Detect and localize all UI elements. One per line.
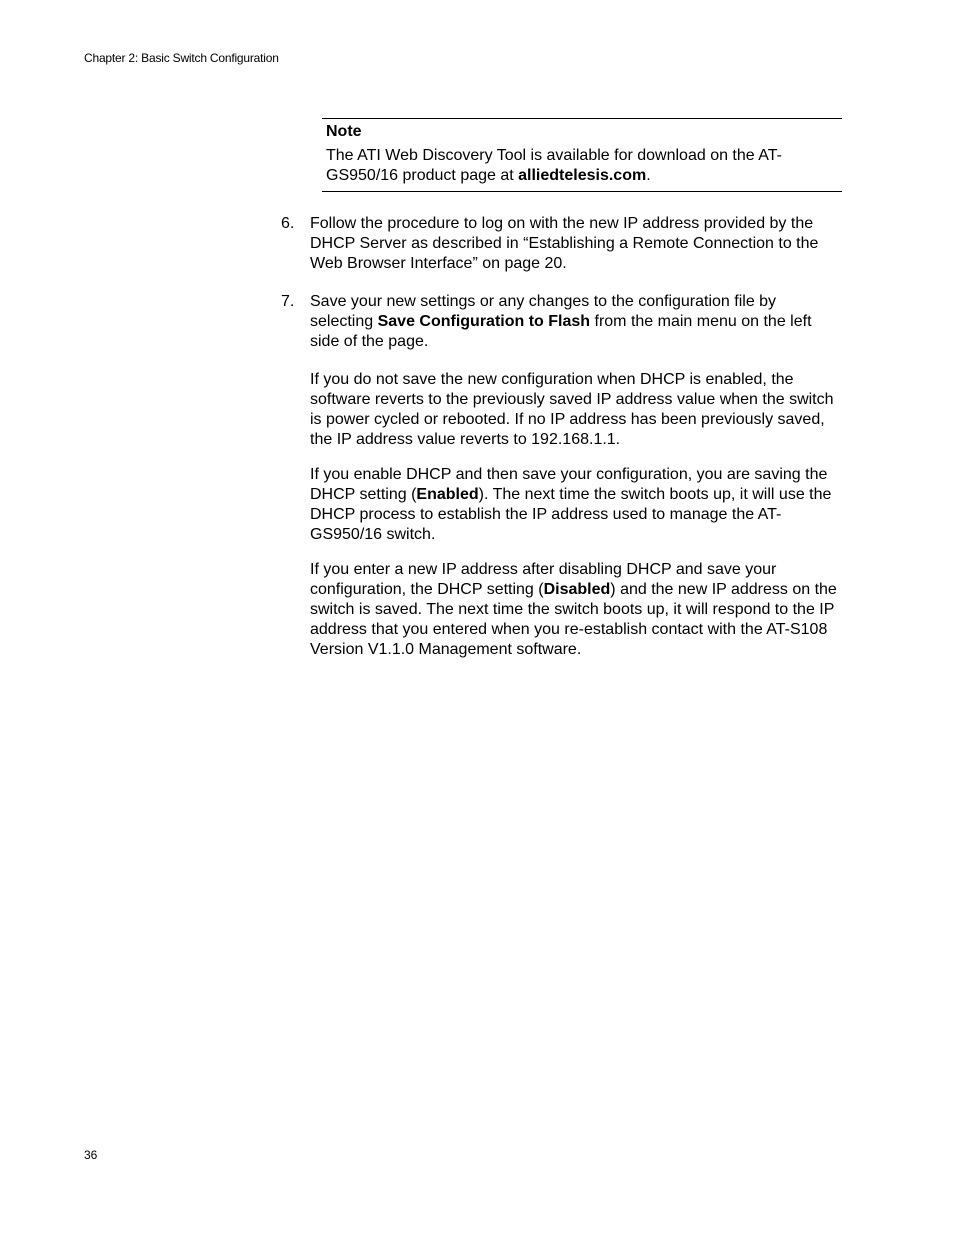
step-text-part: Save your new settings or any changes to the configuration file by selecting [310,293,777,330]
paragraph-text: If you enter a new IP address after disabling DHCP and save your configuration, the DHCP setting ( [310,561,777,598]
note-body [326,146,842,186]
note-title: Note [326,123,362,140]
step-number: 6. [281,215,295,232]
step-bold-menu-item: Save Configuration to Flash [377,313,591,330]
step-text [310,292,841,352]
paragraph-dhcp-disabled [310,560,841,660]
page-number: 36 [84,1148,98,1162]
step-7 [281,292,841,352]
paragraph-dhcp-enabled [310,465,841,545]
paragraph-bold: Disabled [543,581,611,598]
paragraph-bold: Enabled [416,486,479,503]
step-text-part: from the main menu on the left side of the page. [310,313,812,350]
running-header: Chapter 2: Basic Switch Configuration [84,51,279,65]
paragraph-text: If you enable DHCP and then save your configuration, you are saving the DHCP setting ( [310,466,828,503]
step-text: Follow the procedure to log on with the new IP address provided by the DHCP Server as described in “Establishing a Remote Connection to the Web Browser Interface” on page 20. [310,215,819,272]
note-box [322,118,842,192]
paragraph-text: ). The next time the switch boots up, it will use the DHCP process to establish the IP address used to manage the AT-GS950/16 switch. [310,486,832,543]
paragraph-text: ) and the new IP address on the switch is saved. The next time the switch boots up, it will respond to the IP address that you entered when you re-establish contact with the AT-S108 Version V1.1.0 Management software. [310,581,837,658]
note-text-end: . [646,167,651,184]
paragraph-not-saved: If you do not save the new configuration when DHCP is enabled, the software reverts to the previously saved IP address value when the switch is power cycled or rebooted. If no IP address has been previously saved, the IP address value reverts to 192.168.1.1. [310,371,834,448]
step-number: 7. [281,293,295,310]
note-text: The ATI Web Discovery Tool is available for download on the AT-GS950/16 product page at [326,147,782,184]
step-6 [281,214,841,274]
note-link-text: alliedtelesis.com [518,167,647,184]
